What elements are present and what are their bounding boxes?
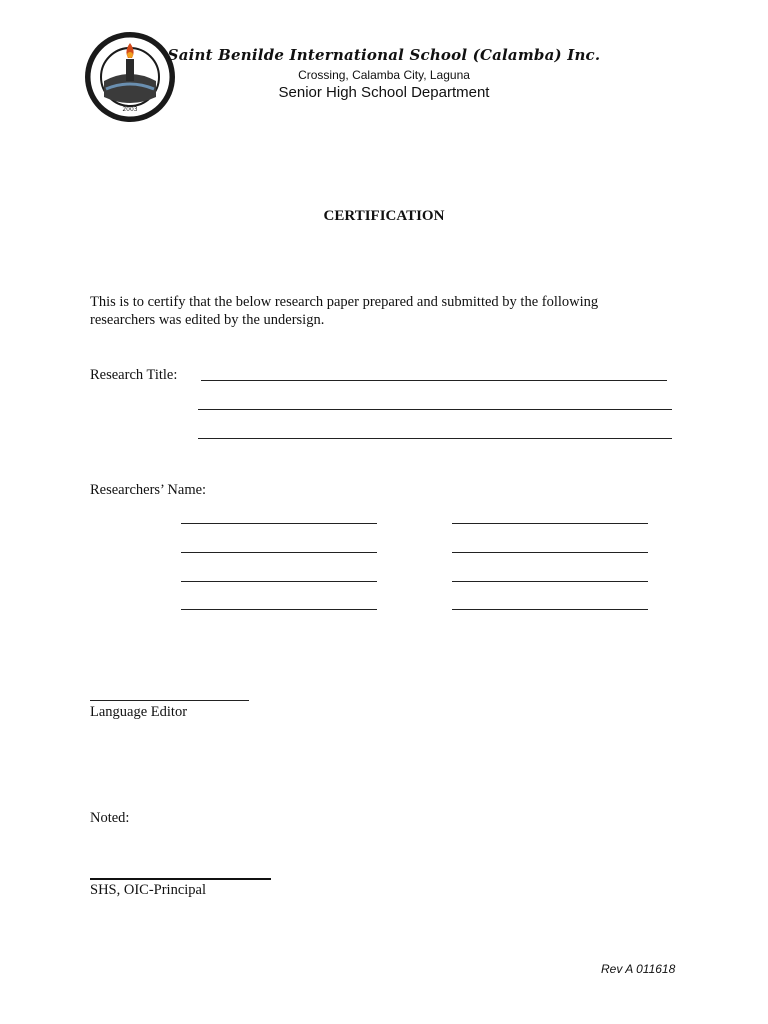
seal-year: 2003 xyxy=(122,106,138,113)
research-title-line-3 xyxy=(198,438,672,439)
researcher-line xyxy=(452,552,648,553)
research-title-line-2 xyxy=(198,409,672,410)
researcher-line xyxy=(181,523,377,524)
certification-title: CERTIFICATION xyxy=(323,208,445,224)
body-line-1: This is to certify that the below research paper prepared and submitted by the following xyxy=(90,294,599,310)
research-title-label: Research Title: xyxy=(90,367,178,383)
researcher-line xyxy=(181,581,377,582)
researchers-name-label: Researchers’ Name: xyxy=(90,482,207,498)
certification-body xyxy=(90,293,650,329)
researcher-line xyxy=(181,552,377,553)
language-editor-signature-line xyxy=(90,700,249,701)
revision-code: Rev A 011618 xyxy=(601,962,676,976)
researcher-line xyxy=(181,609,377,610)
school-name: Saint Benilde International School (Calamba) Inc. xyxy=(167,46,601,64)
school-address: Crossing, Calamba City, Laguna xyxy=(298,68,470,82)
body-line-2: researchers was edited by the undersign. xyxy=(90,312,325,328)
researcher-line xyxy=(452,523,648,524)
language-editor-label: Language Editor xyxy=(90,704,188,720)
noted-label: Noted: xyxy=(90,810,130,826)
principal-label: SHS, OIC-Principal xyxy=(90,882,206,898)
research-title-line-1 xyxy=(201,380,667,381)
researcher-line xyxy=(452,609,648,610)
researcher-line xyxy=(452,581,648,582)
principal-signature-line xyxy=(90,878,271,880)
department-name: Senior High School Department xyxy=(278,84,490,101)
